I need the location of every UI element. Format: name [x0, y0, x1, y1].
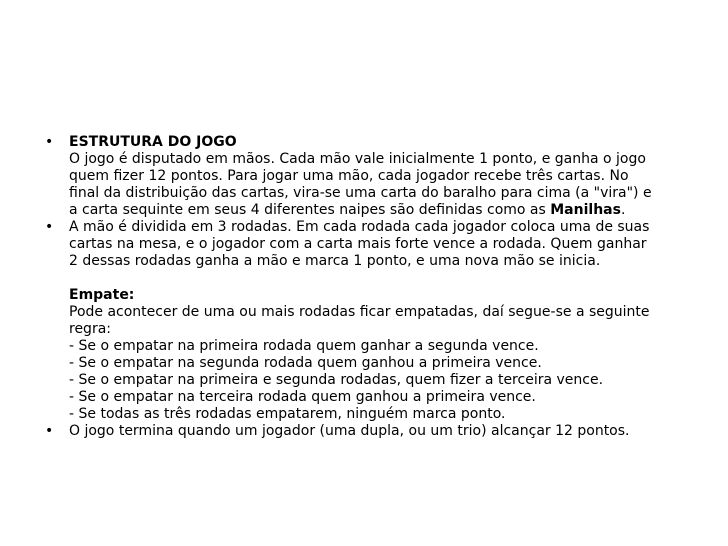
tie-heading: Empate: — [69, 287, 135, 303]
bullet-icon: • — [45, 134, 54, 150]
text-segment: a carta sequinte em seus 4 diferentes naipes são definidas como as — [69, 202, 551, 218]
bullet-item-rounds — [45, 219, 685, 423]
text-line: 2 dessas rodadas ganha a mão e marca 1 ponto, e uma nova mão se inicia. — [69, 253, 601, 269]
text-line: regra: — [69, 321, 111, 337]
rule-line: - Se o empatar na terceira rodada quem ganhou a primeira vence. — [69, 389, 536, 405]
text-line: quem fizer 12 pontos. Para jogar uma mão, cada jogador recebe três cartas. No — [69, 168, 629, 184]
bullet-item-structure — [45, 134, 685, 219]
text-line: Pode acontecer de uma ou mais rodadas ficar empatadas, daí segue-se a seguinte — [69, 304, 650, 320]
section-heading: ESTRUTURA DO JOGO — [69, 134, 237, 150]
text-line: cartas na mesa, e o jogador com a carta mais forte vence a rodada. Quem ganhar — [69, 236, 647, 252]
bullet-list — [45, 134, 685, 440]
bullet-icon: • — [45, 423, 54, 439]
rule-line: - Se o empatar na primeira e segunda rodadas, quem fizer a terceira vence. — [69, 372, 604, 388]
text-line: final da distribuição das cartas, vira-se uma carta do baralho para cima (a "vira") e — [69, 185, 652, 201]
text-line: O jogo termina quando um jogador (uma dupla, ou um trio) alcançar 12 pontos. — [69, 423, 630, 439]
text-segment: . — [620, 202, 626, 218]
rule-line: - Se todas as três rodadas empatarem, ninguém marca ponto. — [69, 406, 506, 422]
manilhas-term: Manilhas — [550, 202, 621, 218]
bullet-item-end — [45, 423, 685, 440]
rule-line: - Se o empatar na primeira rodada quem ganhar a segunda vence. — [69, 338, 539, 354]
text-line: O jogo é disputado em mãos. Cada mão vale inicialmente 1 ponto, e ganha o jogo — [69, 151, 646, 167]
bullet-icon: • — [45, 219, 54, 235]
text-line — [69, 202, 685, 219]
rule-line: - Se o empatar na segunda rodada quem ganhou a primeira vence. — [69, 355, 542, 371]
text-line: A mão é dividida em 3 rodadas. Em cada rodada cada jogador coloca uma de suas — [69, 219, 650, 235]
spacer — [69, 270, 685, 287]
